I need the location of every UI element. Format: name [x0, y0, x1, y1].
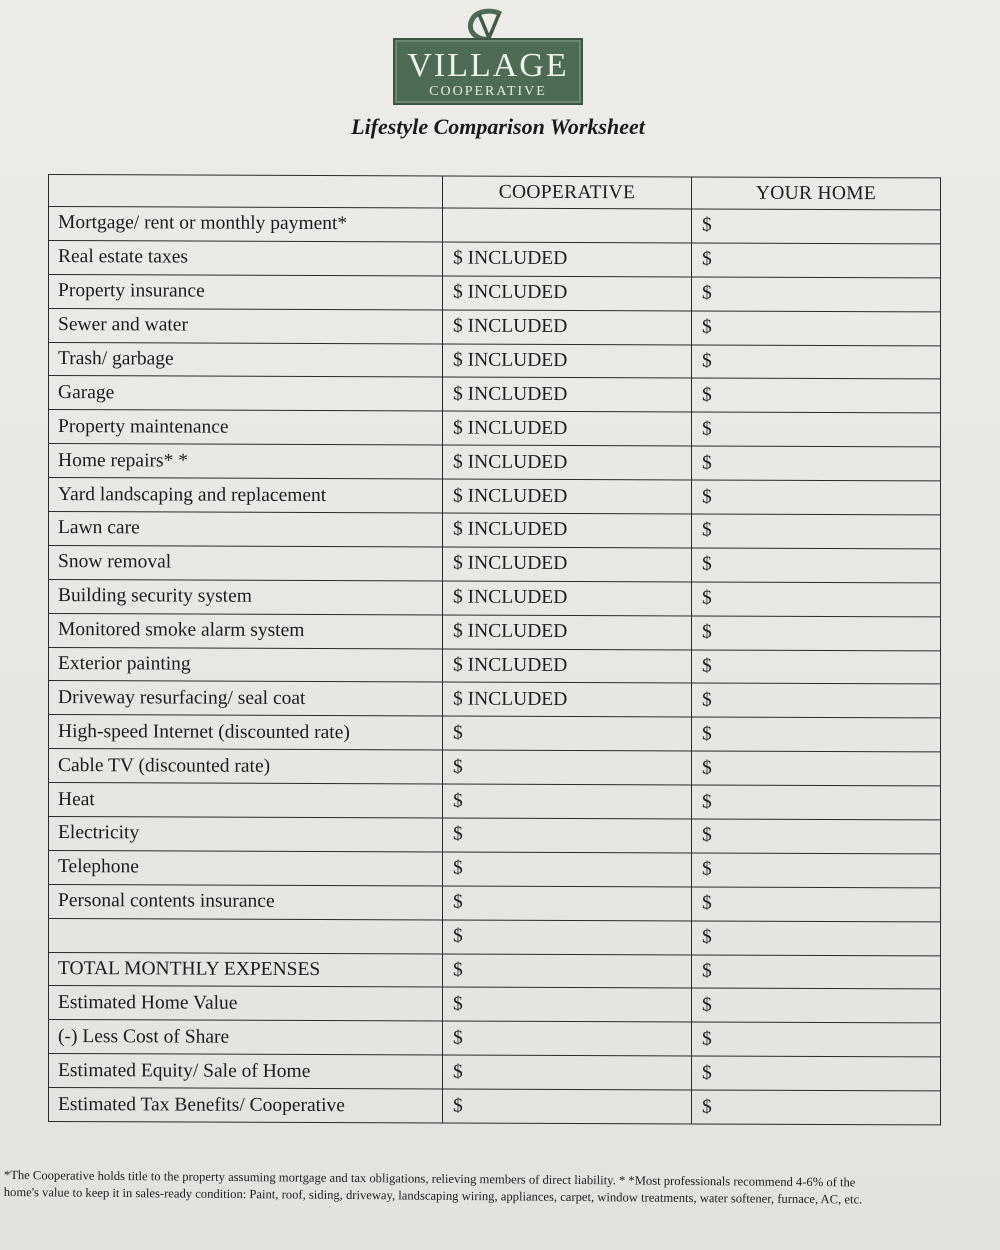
your-home-cell: $: [692, 819, 941, 854]
table-row: [49, 613, 941, 650]
cooperative-cell: $: [443, 1089, 692, 1124]
footnote: [4, 1167, 994, 1210]
table-row: [49, 1088, 941, 1125]
row-label: Mortgage/ rent or monthly payment*: [49, 207, 443, 242]
table-row: [49, 579, 941, 616]
row-label: (-) Less Cost of Share: [49, 1020, 443, 1055]
row-label: Monitored smoke alarm system: [49, 613, 443, 648]
your-home-cell: $: [692, 887, 941, 922]
vc-monogram-icon: [393, 8, 583, 42]
your-home-cell: $: [692, 853, 941, 888]
row-label: Estimated Home Value: [49, 986, 443, 1021]
cooperative-cell: $: [443, 920, 692, 955]
table-row: [49, 1054, 941, 1091]
cooperative-cell: $ INCLUDED: [443, 682, 692, 717]
row-label: Snow removal: [49, 545, 443, 580]
cooperative-cell: $: [443, 987, 692, 1022]
logo-sub-text: COOPERATIVE: [429, 84, 547, 99]
row-label: Lawn care: [49, 512, 443, 547]
row-label: Home repairs* *: [49, 444, 443, 479]
table-row: [49, 478, 941, 515]
cooperative-cell: $ INCLUDED: [443, 649, 692, 684]
table-row: [49, 240, 941, 277]
your-home-cell: $: [692, 955, 941, 990]
cooperative-cell: $ INCLUDED: [443, 411, 692, 446]
table-row: [49, 342, 941, 379]
table-row: [49, 444, 941, 481]
table-row: [49, 647, 941, 684]
table-header-row: [49, 175, 941, 210]
cooperative-cell: $ INCLUDED: [443, 344, 692, 379]
your-home-cell: $: [692, 412, 941, 447]
comparison-table-wrap: [48, 174, 944, 1137]
cooperative-cell: $ INCLUDED: [443, 377, 692, 412]
table-row: [49, 545, 941, 582]
row-label: Electricity: [49, 817, 443, 852]
your-home-cell: $: [692, 345, 941, 380]
logo-plate: [393, 38, 583, 105]
your-home-cell: $: [692, 514, 941, 549]
table-row: [49, 749, 941, 786]
cooperative-cell: $: [443, 716, 692, 751]
row-label: Estimated Tax Benefits/ Cooperative: [49, 1088, 443, 1123]
footnote-line: *The Cooperative holds title to the property assuming mortgage and tax obligations, relieving members of direct liability. * *Most professionals recommend 4-6% of the: [3, 1168, 856, 1190]
your-home-cell: $: [692, 650, 941, 685]
your-home-cell: $: [692, 548, 941, 583]
your-home-cell: $: [692, 243, 941, 278]
table-row: [49, 410, 941, 447]
logo-brand-text: VILLAGE: [407, 47, 569, 84]
row-label: Sewer and water: [49, 308, 443, 343]
your-home-cell: $: [692, 209, 941, 244]
your-home-cell: $: [692, 480, 941, 515]
your-home-cell: $: [692, 751, 941, 786]
your-home-cell: $: [692, 311, 941, 346]
table-row: [49, 986, 941, 1023]
cooperative-cell: $ INCLUDED: [443, 310, 692, 345]
your-home-cell: $: [692, 446, 941, 481]
cooperative-cell: $: [443, 1055, 692, 1090]
row-label: Cable TV (discounted rate): [49, 749, 443, 784]
cooperative-cell: $: [443, 750, 692, 785]
your-home-cell: $: [692, 717, 941, 752]
cooperative-cell: $ INCLUDED: [443, 445, 692, 480]
row-label: Building security system: [49, 579, 443, 614]
table-row: [49, 783, 941, 820]
table-row: [49, 918, 941, 955]
cooperative-cell: $: [443, 1021, 692, 1056]
row-label: Telephone: [49, 850, 443, 885]
cooperative-cell: $ INCLUDED: [443, 615, 692, 650]
cooperative-cell: $: [443, 818, 692, 853]
comparison-table: [48, 174, 941, 1125]
table-row: [49, 1020, 941, 1057]
header-cooperative: COOPERATIVE: [443, 176, 692, 209]
your-home-cell: $: [692, 1090, 941, 1125]
your-home-cell: $: [692, 277, 941, 312]
table-row: [49, 207, 941, 244]
header-your-home: YOUR HOME: [692, 177, 941, 210]
row-label: Real estate taxes: [49, 240, 443, 275]
your-home-cell: $: [692, 378, 941, 413]
table-row: [49, 308, 941, 345]
table-row: [49, 817, 941, 854]
table-row: [49, 850, 941, 887]
row-label: Estimated Equity/ Sale of Home: [49, 1054, 443, 1089]
row-label: Yard landscaping and replacement: [49, 478, 443, 513]
cooperative-cell: $: [443, 954, 692, 989]
your-home-cell: $: [692, 988, 941, 1023]
row-label: Trash/ garbage: [49, 342, 443, 377]
your-home-cell: $: [692, 1022, 941, 1057]
row-label: Garage: [49, 376, 443, 411]
your-home-cell: $: [692, 582, 941, 617]
cooperative-cell: $ INCLUDED: [443, 276, 692, 311]
row-label: Personal contents insurance: [49, 884, 443, 919]
cooperative-cell: $ INCLUDED: [443, 513, 692, 548]
cooperative-cell: $ INCLUDED: [443, 547, 692, 582]
table-row: [49, 952, 941, 989]
footnote-line: home's value to keep it in sales-ready condition: Paint, roof, siding, driveway, landscaping wiring, appliances, carpet, window treatments, water softener, furnace, AC, etc.: [3, 1184, 863, 1207]
table-row: [49, 274, 941, 311]
your-home-cell: $: [692, 683, 941, 718]
row-label: Exterior painting: [49, 647, 443, 682]
table-row: [49, 715, 941, 752]
village-cooperative-logo: [393, 8, 583, 100]
cooperative-cell: $ INCLUDED: [443, 479, 692, 514]
cooperative-cell: $: [443, 784, 692, 819]
your-home-cell: $: [692, 616, 941, 651]
row-label: High-speed Internet (discounted rate): [49, 715, 443, 750]
cooperative-cell: $ INCLUDED: [443, 581, 692, 616]
table-row: [49, 512, 941, 549]
cooperative-cell: [443, 208, 692, 243]
row-label: Property insurance: [49, 274, 443, 309]
your-home-cell: $: [692, 921, 941, 956]
row-label: Driveway resurfacing/ seal coat: [49, 681, 443, 716]
cooperative-cell: $ INCLUDED: [443, 242, 692, 277]
cooperative-cell: $: [443, 886, 692, 921]
table-row: [49, 376, 941, 413]
row-label: Property maintenance: [49, 410, 443, 445]
row-label: Heat: [49, 783, 443, 818]
row-label: [49, 918, 443, 953]
table-row: [49, 681, 941, 718]
worksheet-title: Lifestyle Comparison Worksheet: [351, 114, 645, 139]
header-item: [49, 175, 443, 209]
your-home-cell: $: [692, 1056, 941, 1091]
row-label: TOTAL MONTHLY EXPENSES: [49, 952, 443, 987]
your-home-cell: $: [692, 785, 941, 820]
cooperative-cell: $: [443, 852, 692, 887]
table-row: [49, 884, 941, 921]
